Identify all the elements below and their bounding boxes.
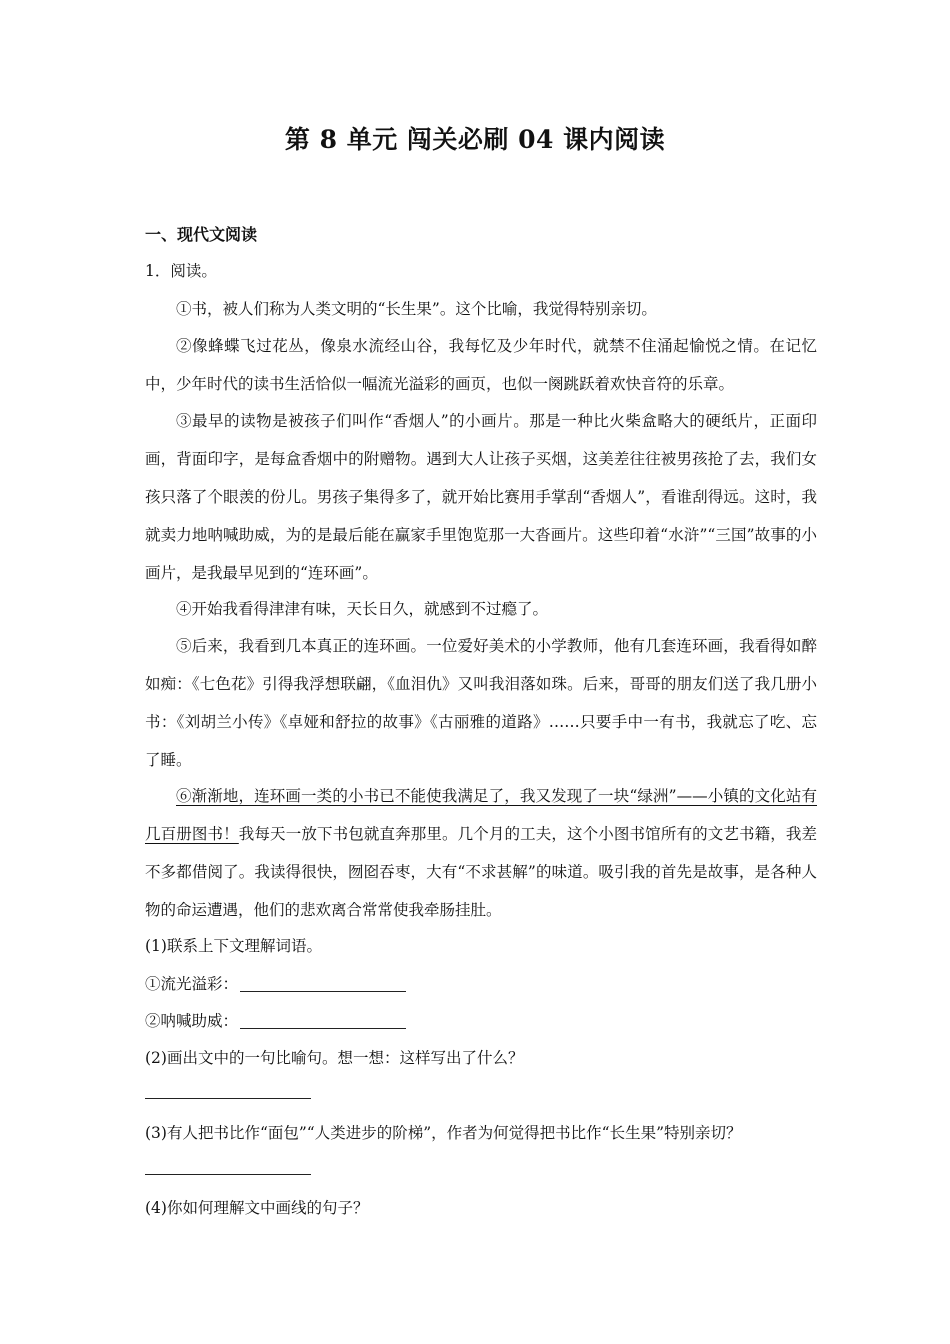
passage-paragraph-1: ①书，被人们称为人类文明的“长生果”。这个比喻，我觉得特别亲切。 bbox=[176, 300, 657, 318]
question-1a-label: ①流光溢彩： bbox=[145, 975, 239, 993]
answer-blank-1b[interactable] bbox=[240, 1027, 406, 1029]
question-3: (3)有人把书比作“面包”“人类进步的阶梯”，作者为何觉得把书比作“长生果”特别亲切？ bbox=[145, 1124, 742, 1142]
question-1b-label: ②呐喊助威： bbox=[145, 1012, 239, 1030]
question-1b bbox=[145, 1009, 406, 1031]
passage-paragraph-5: ⑤后来，我看到几本真正的连环画。一位爱好美术的小学教师，他有几套连环画，我看得如醉如痴：《七色花》引得我浮想联翩，《血泪仇》又叫我泪落如珠。后来，哥哥的朋友们送了我几册小书：《刘胡兰小传》《卓娅和舒拉的故事》《古丽雅的道路》……只要手中一有书，我就忘了吃、忘了睡。 bbox=[145, 637, 817, 769]
question-1: (1)联系上下文理解词语。 bbox=[145, 937, 322, 955]
underlined-sentence: ⑥渐渐地，连环画一类的小书已不能使我满足了，我又发现了一块“绿洲”——小镇的文化站有几百册图书！ bbox=[145, 787, 817, 843]
question-4: (4)你如何理解文中画线的句子？ bbox=[145, 1199, 369, 1217]
passage-paragraph-6 bbox=[145, 777, 817, 929]
answer-line-3[interactable] bbox=[145, 1174, 311, 1175]
page-title: 第 8 单元 闯关必刷 04 课内阅读 bbox=[284, 125, 666, 154]
question-1a bbox=[145, 972, 406, 994]
passage-paragraph-2: ②像蜂蝶飞过花丛，像泉水流经山谷，我每忆及少年时代，就禁不住涌起愉悦之情。在记忆中，少年时代的读书生活恰似一幅流光溢彩的画页，也似一阕跳跃着欢快音符的乐章。 bbox=[145, 337, 817, 393]
passage-paragraph-4: ④开始我看得津津有味，天长日久，就感到不过瘾了。 bbox=[176, 600, 549, 618]
paragraph-6-rest: 我每天一放下书包就直奔那里。几个月的工夫，这个小图书馆所有的文艺书籍，我差不多都借阅了。我读得很快，囫囵吞枣，大有“不求甚解”的味道。吸引我的首先是故事，是各种人物的命运遭遇，他们的悲欢离合常常使我牵肠挂肚。 bbox=[145, 825, 817, 919]
section-heading: 一、现代文阅读 bbox=[145, 225, 258, 244]
answer-blank-1a[interactable] bbox=[240, 990, 406, 992]
question-number: 1．阅读。 bbox=[145, 262, 217, 280]
question-2: (2)画出文中的一句比喻句。想一想：这样写出了什么？ bbox=[145, 1049, 524, 1067]
answer-line-2[interactable] bbox=[145, 1098, 311, 1099]
passage-paragraph-3: ③最早的读物是被孩子们叫作“香烟人”的小画片。那是一种比火柴盒略大的硬纸片，正面印画，背面印字，是每盒香烟中的附赠物。遇到大人让孩子买烟，这美差往往被男孩抢了去，我们女孩只落了个眼羡的份儿。男孩子集得多了，就开始比赛用手掌刮“香烟人”，看谁刮得远。这时，我就卖力地呐喊助威，为的是最后能在赢家手里饱览那一大沓画片。这些印着“水浒”“三国”故事的小画片，是我最早见到的“连环画”。 bbox=[145, 412, 817, 582]
